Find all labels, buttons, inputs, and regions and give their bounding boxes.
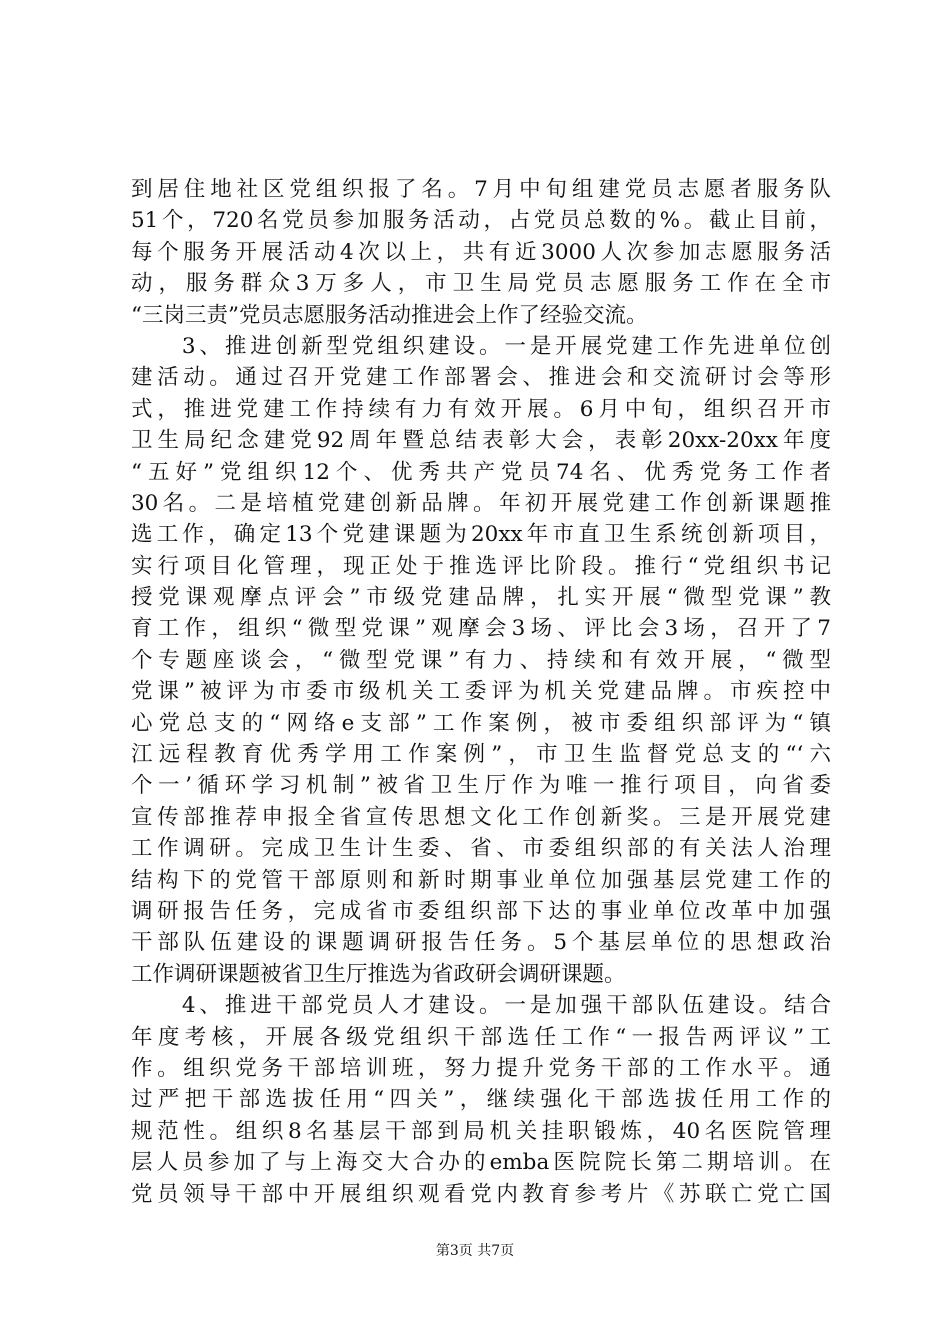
text-line: 51个，720名党员参加服务活动，占党员总数的%。截止目前，	[131, 208, 831, 234]
text-line: 宣传部推荐申报全省宣传思想文化工作创新奖。三是开展党建	[131, 804, 831, 830]
text-line: 授党课观摩点评会”市级党建品牌，扎实开展“微型党课”教	[131, 585, 831, 611]
page-number-footer: 第3页 共7页	[435, 1243, 515, 1259]
text-line: 实行项目化管理，现正处于推选评比阶段。推行“党组织书记	[131, 553, 831, 579]
text-line: 4、推进干部党员人才建设。一是加强干部队伍建设。结合	[131, 993, 831, 1019]
text-line: 卫生局纪念建党92周年暨总结表彰大会，表彰20xx-20xx年度	[131, 428, 831, 454]
body-text	[131, 174, 831, 1210]
text-line: 结构下的党管干部原则和新时期事业单位加强基层党建工作的	[131, 867, 831, 893]
text-line: 育工作，组织“微型党课”观摩会3场、评比会3场，召开了7	[131, 616, 831, 642]
text-line: 调研报告任务，完成省市委组织部下达的事业单位改革中加强	[131, 898, 831, 924]
text-line: 干部队伍建设的课题调研报告任务。5个基层单位的思想政治	[131, 930, 831, 956]
text-line: 个一’循环学习机制”被省卫生厅作为唯一推行项目，向省委	[131, 773, 831, 799]
text-line: “三岗三责”党员志愿服务活动推进会上作了经验交流。	[131, 302, 648, 328]
text-line: 个专题座谈会，“微型党课”有力、持续和有效开展，“微型	[131, 647, 831, 673]
text-line: 工作调研课题被省卫生厅推选为省政研会调研课题。	[131, 961, 626, 987]
text-line: 江远程教育优秀学用工作案例”，市卫生监督党总支的“‘六	[131, 742, 831, 768]
text-line: 3、推进创新型党组织建设。一是开展党建工作先进单位创	[131, 333, 831, 359]
text-line: 式，推进党建工作持续有力有效开展。6月中旬，组织召开市	[131, 396, 831, 422]
text-line: 建活动。通过召开党建工作部署会、推进会和交流研讨会等形	[131, 365, 831, 391]
text-line: 层人员参加了与上海交大合办的emba医院院长第二期培训。在	[131, 1150, 831, 1176]
text-line: 选工作，确定13个党建课题为20xx年市直卫生系统创新项目，	[131, 522, 831, 548]
text-line: 党课”被评为市委市级机关工委评为机关党建品牌。市疾控中	[131, 679, 831, 705]
text-line: 工作调研。完成卫生计生委、省、市委组织部的有关法人治理	[131, 836, 831, 862]
text-line: 30名。二是培植党建创新品牌。年初开展党建工作创新课题推	[131, 490, 831, 516]
text-line: 规范性。组织8名基层干部到局机关挂职锻炼，40名医院管理	[131, 1118, 831, 1144]
text-line: 作。组织党务干部培训班，努力提升党务干部的工作水平。通	[131, 1055, 831, 1081]
text-line: 到居住地社区党组织报了名。7月中旬组建党员志愿者服务队	[131, 177, 831, 202]
text-line: 党员领导干部中开展组织观看党内教育参考片《苏联亡党亡国	[131, 1181, 831, 1207]
text-line: 每个服务开展活动4次以上，共有近3000人次参加志愿服务活	[131, 239, 831, 265]
text-line: “五好”党组织12个、优秀共产党员74名、优秀党务工作者	[131, 459, 831, 485]
text-line: 年度考核，开展各级党组织干部选任工作“一报告两评议”工	[131, 1024, 831, 1050]
text-line: 过严把干部选拔任用“四关”，继续强化干部选拔任用工作的	[131, 1087, 831, 1113]
text-line: 动，服务群众3万多人，市卫生局党员志愿服务工作在全市	[131, 271, 831, 297]
text-line: 心党总支的“网络e支部”工作案例，被市委组织部评为“镇	[131, 710, 831, 736]
